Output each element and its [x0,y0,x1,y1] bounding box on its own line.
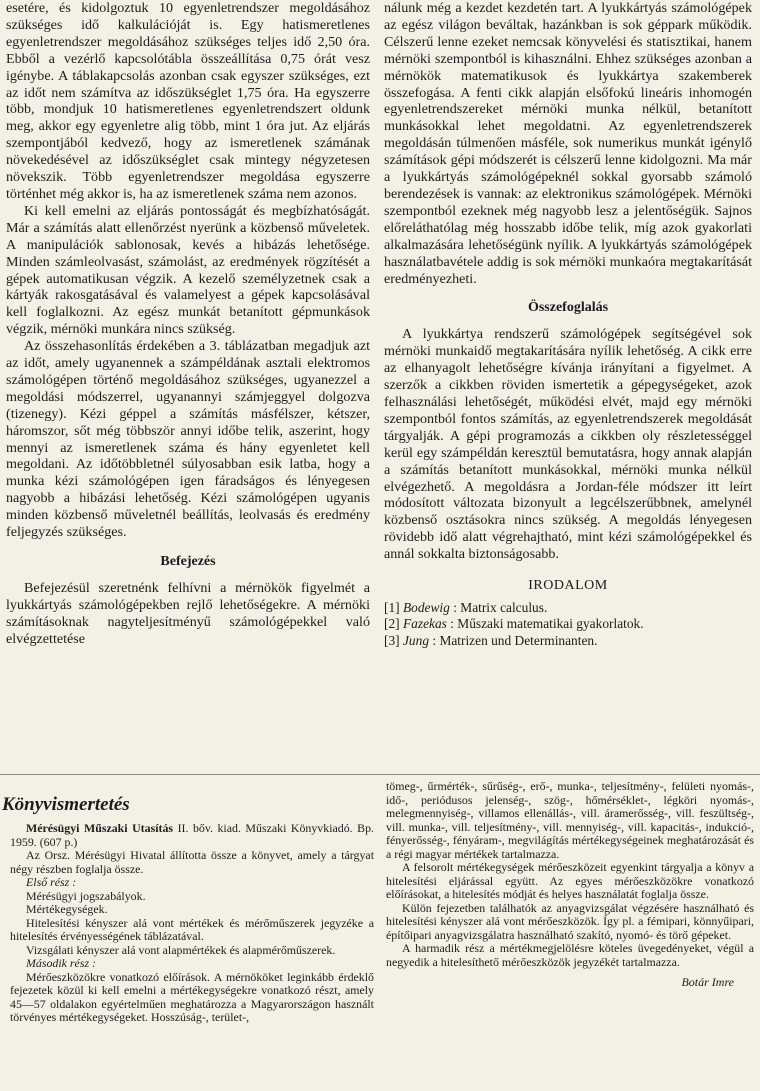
paragraph: Ki kell emelni az eljárás pontosságát és megbízhatóságát. Már a számítás alatt ellenőrzést nyerünk a közbenső műveletek. A manipulációk sablonosak, kevés a hibázás lehetősége. Minden számleolvasást, számolást, az eredmények rögzítését a gépek automatikusan végzik. A kezelő személyzetnek csak a kártyák rakosgatásával és valamelyest a gépek kapcsolásával kell foglalkozni. Az egész munkát betanított gépmunkások végzik, mérnöki munkára nincs szükség. [6,202,370,338]
reference-item: [1] Bodewig : Matrix calculus. [384,600,548,616]
book-citation [10,822,374,849]
befejezes-heading: Befejezés [160,554,216,569]
review-paragraph: Vizsgálati kényszer alá vont alapmértékek és alapmérőműszerek. [26,942,336,957]
book-title: Mérésügyi Műszaki Utasítás [26,822,174,835]
paragraph: nálunk még a kezdet kezdetén tart. A lyukkártyás számológépek az egész világon beváltak, hazánkban is sok géppark működik. Célszerű lenne ezeket nemcsak könyvelési és statisztikai, hanem mérnöki szempontból is kihasználni. Ehhez szükséges azonban a mérnökök matematikusok és lyukkártya szakemberek összefogása. A fenti cikk alapján elsőfokú lineáris inhomogén egyenletrendszereket mérnöki munka nélkül, betanított munkásokkal lehet megoldatni. Az egyenletrendszerek megoldásán túlmenően másféle, sok numerikus munkát igénylő számítások gépi módszerét is célszerű lenne kidolgozni. Ma már a lyukkártyás számológépeknél sokkal gyorsabb számoló berendezések is vannak: az elektronikus számológépek. Mérnöki szempontból ezeknek még nagyobb lesz a jelentőségük. Sajnos előreláthatólag még hosszabb időbe telik, míg azok gyakorlati alkalmazására lehetőségünk nyílik. A lyukkártyás számológépek használatbavétele addig is sok mérnöki munkaóra megtakarítását eredményezheti. [384,0,752,287]
review-left-column [10,822,374,1025]
references-heading: IRODALOM [528,578,608,594]
part-one-label: Első rész : [26,875,77,889]
paragraph: Az összehasonlítás érdekében a 3. táblázatban megadjuk azt az időt, amely ugyanennek a számpéldának asztali elektromos számológépen történő megoldásához szükséges, ugyanezzel a megoldási módszerrel, ugyanannyi számjeggyel dolgozva (tizenegy). Kézi géppel a számítás másfélszer, kétszer, háromszor, sőt még többször annyi időbe telik, aszerint, hogy mennyi az ismeretlenek száma és hány egyenletet kell megoldani. Az időtöbbletnél súlyosabban esik latba, hogy a munka kézi számológépen igen fáradságos és lényegesen nagyobb a hibázási lehetőség. Kézi számológépen ugyanis minden közbenső műveletnél beállítás, leolvasás és eredmény feljegyzés szükséges. [6,338,370,541]
review-paragraph: A felsorolt mértékegységek mérőeszközeit egyenkint tárgyalja a könyv a hitelesítési eljárással együtt. Az egyes mérőeszközökre vonatkozó előírásokat, a hitelesítés módját és helyes használatát foglalja össze. [386,860,754,901]
review-intro: Az Orsz. Mérésügyi Hivatal állította össze a könyvet, amely a tárgyat négy részben foglalja össze. [10,848,374,876]
befejezes-paragraph: Befejezésül szeretnénk felhívni a mérnökök figyelmét a lyukkártyás számológépekben rejlő lehetőségekre. A mérnöki számításoknak nagyteljesítményű számológépekkel való elvégzettetése [6,580,370,647]
summary-paragraph: A lyukkártya rendszerű számológépek segítségével sok mérnöki munkaidő megtakarítására nyílik lehetőség. A cikk erre az elhanyagolt lehetőségre kívánja irányítani a figyelmet. A szerzők a cikkben röviden ismertetik a gépegységeket, azok felhasználási lehetőségét, működési elvét, majd egy mérnöki szempontból fontos számítás, az egyenletrendszerek megoldását tárgyalják. A gépi programozás a cikkben oly részletességgel kerül egy számpéldán keresztül bemutatásra, hogy annak alapján a számítás betanított munkásokkal, mérnöki munka nélkül elvégezhető. A megoldásra a Jordan-féle módszer itt leírt módosított változata bizonyult a legcélszerűbbnek, amelynél közbenső osztásokra nincs szükség. A megoldás lényegesen rövidebb idő alatt végrehajtható, mint kézi számológépekkel és annál sokkalta biztonságosabb. [384,326,752,563]
reviewer-signature: Botár Imre [681,975,734,989]
reference-item: [2] Fazekas : Műszaki matematikai gyakorlatok. [384,616,644,632]
part-two-label: Második rész : [26,956,97,970]
right-column [384,0,752,649]
review-paragraph: Mérőeszközökre vonatkozó előírások. A mérnököket leginkább érdeklő fejezetek közül ki kell emelni a mértékegységekre vonatkozó részt, amely 45—57 oldalakon egyértelműen meghatározza a Magyarországon használt törvényes mértékegységeket. Hosszúság-, terület-, [10,969,374,1024]
review-paragraph: Külön fejezetben találhatók az anyagvizsgálat végzésére használható és hitelesítési kényszer alá vont mérőeszközök. Így pl. a fémipari, könnyűipari, építőipari anyagvizsgálatra használható szakító, nyomó- és törő gépeket. [386,900,754,942]
part-one-item: Mértékegységek. [26,902,108,916]
book-review-heading: Könyvismertetés [2,794,130,815]
reference-item: [3] Jung : Matrizen und Determinanten. [384,632,598,648]
book-details: II. bőv. kiad. Műszaki Könyvkiadó. Bp. 1959. (607 p.) [10,822,374,849]
review-paragraph: A harmadik rész a mértékmegjelölésre köteles üvegedényeket, végül a negyedik a hitelesíthető mérőeszközök jegyzékét tartalmazza. [386,941,754,969]
left-column [6,0,370,648]
osszefoglalas-heading: Összefoglalás [527,300,609,316]
paragraph: esetére, és kidolgoztuk 10 egyenletrendszer megoldásához szükséges idő kalkulációját is. Egy hatismeretlenes egyenletrendszer megoldásához szükséges teljes idő 2,50 óra. Ebből a vezérlő kapcsolótábla összeállítása 0,75 órát vesz igénybe. A táblakapcsolás azonban csak egyszer szükséges, ezt az időt nem számítva az időszükséglet 1,75 óra. Ha egyszerre több, mondjuk 10 hatismeretlenes egyenletrendszert oldunk meg, akkor egy egyenletre alig több, mint 1 óra jut. Az eljárás szempontjából kedvező, hogy az ismeretlenek számának növekedésével az időszükséglet csak mintegy négyzetesen növekszik. Több egyenletrendszer megoldása egyszerre történhet még akkor is, ha az ismeretlenek száma nem azonos. [6,0,370,202]
part-one-item: Mérésügyi jogszabályok. [26,888,146,903]
review-paragraph: tömeg-, űrmérték-, sűrűség-, erő-, munka-, teljesítmény-, felületi nyomás-, idő-, periódusos jelenség-, szög-, hőmérséklet-, légköri nyomás-, melegmennyiség-, villamos ellenállás-, vill. áramerősség-, vill. feszültség-, vill. munka-, vill. teljesítmény-, vill. mennyiség-, vill. kapacitás-, indukció-, fényerősség-, fényáram-, megvilágítás mértékegységeinek meghatározását és a régi magyar mértékek tartalmazza. [386,779,754,861]
review-right-column [386,774,754,989]
review-paragraph: Hitelesítési kényszer alá vont mértékek és mérőműszerek jegyzéke a hitelesítés érvényességének táblázatával. [10,915,374,943]
